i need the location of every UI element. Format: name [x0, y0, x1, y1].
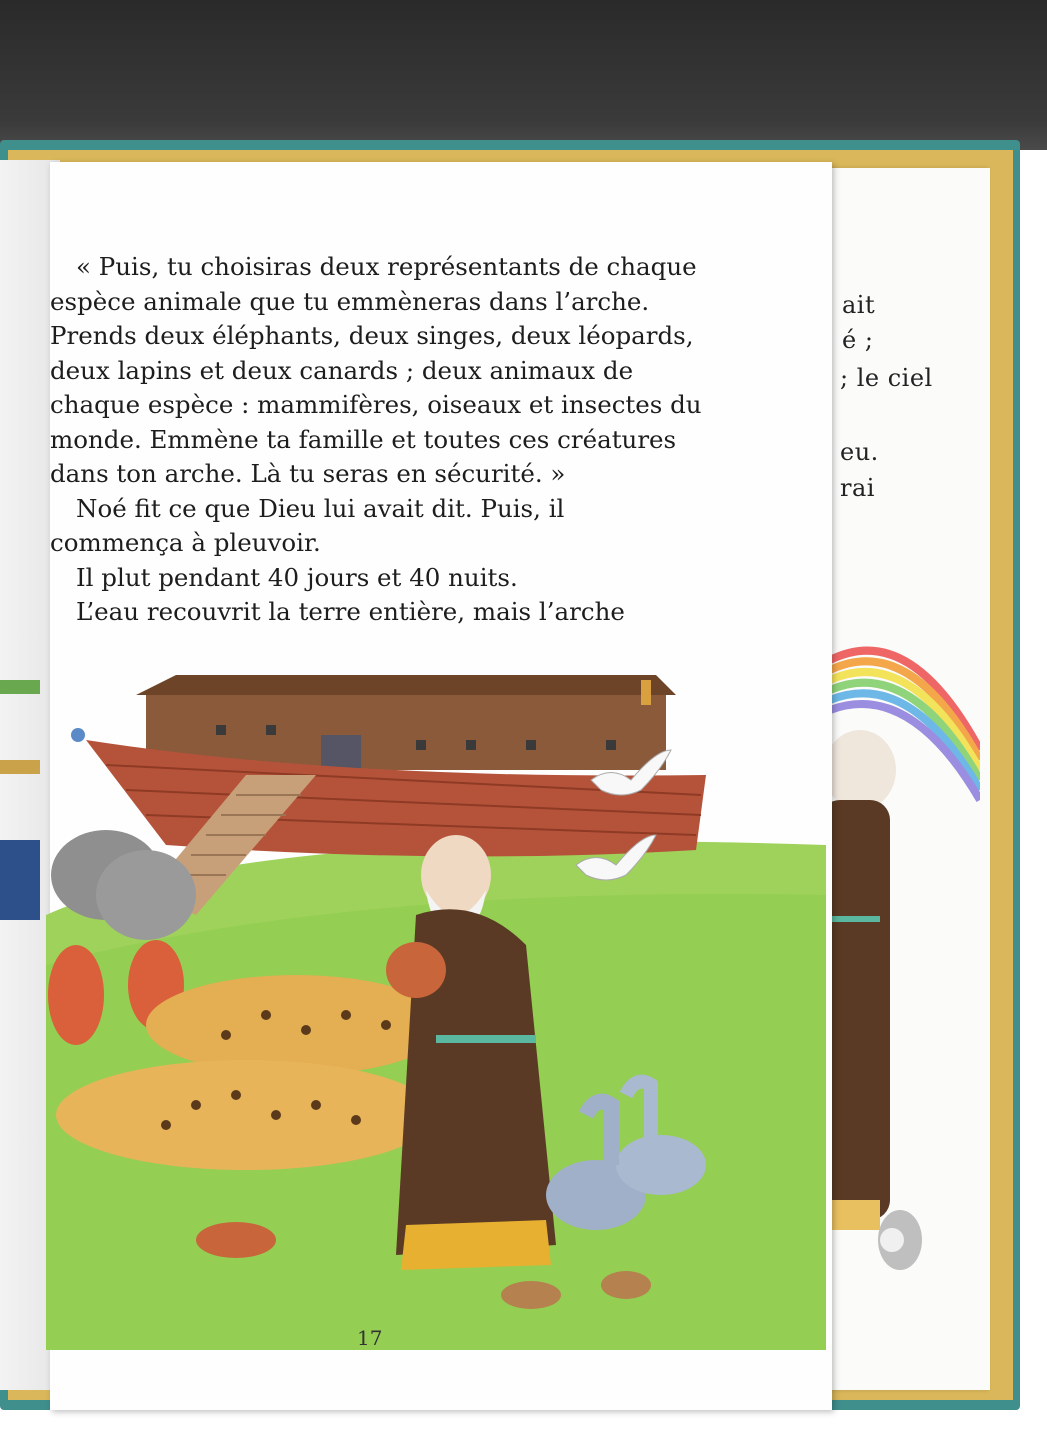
page-number: 17 — [357, 1326, 383, 1350]
right-page-fragment: ait — [842, 291, 876, 319]
text-line: « Puis, tu choisiras deux représentants de chaque — [76, 252, 697, 281]
text-line: Il plut pendant 40 jours et 40 nuits. — [76, 562, 518, 592]
text-line: L’eau recouvrit la terre entière, mais l’arche — [76, 597, 625, 626]
story-text — [50, 250, 750, 630]
right-page-illustration — [820, 600, 980, 1300]
left-page-image-strip — [0, 840, 40, 920]
scanner-background — [0, 0, 1047, 150]
text-line: dans ton arche. Là tu seras en sécurité. » — [50, 459, 566, 488]
text-line: Noé fit ce que Dieu lui avait dit. Puis, il — [76, 493, 565, 523]
text-line: monde. Emmène ta famille et toutes ces créatures — [50, 424, 677, 454]
left-page-image-strip — [0, 680, 40, 694]
right-page-fragment: eu. — [840, 438, 879, 466]
text-line: commença à pleuvoir. — [50, 528, 321, 557]
text-line: chaque espèce : mammifères, oiseaux et insectes du — [50, 390, 702, 419]
text-line: espèce animale que tu emmèneras dans l’arche. — [50, 286, 650, 316]
right-page-fragment: ; le ciel — [840, 364, 933, 392]
text-line: Prends deux éléphants, deux singes, deux léopards, — [50, 321, 694, 350]
right-page-fragment: é ; — [842, 326, 874, 354]
text-line: deux lapins et deux canards ; deux animaux de — [50, 355, 634, 385]
right-page-fragment: rai — [840, 474, 875, 502]
noah-ark-illustration — [46, 665, 826, 1350]
left-page-image-strip — [0, 760, 40, 774]
